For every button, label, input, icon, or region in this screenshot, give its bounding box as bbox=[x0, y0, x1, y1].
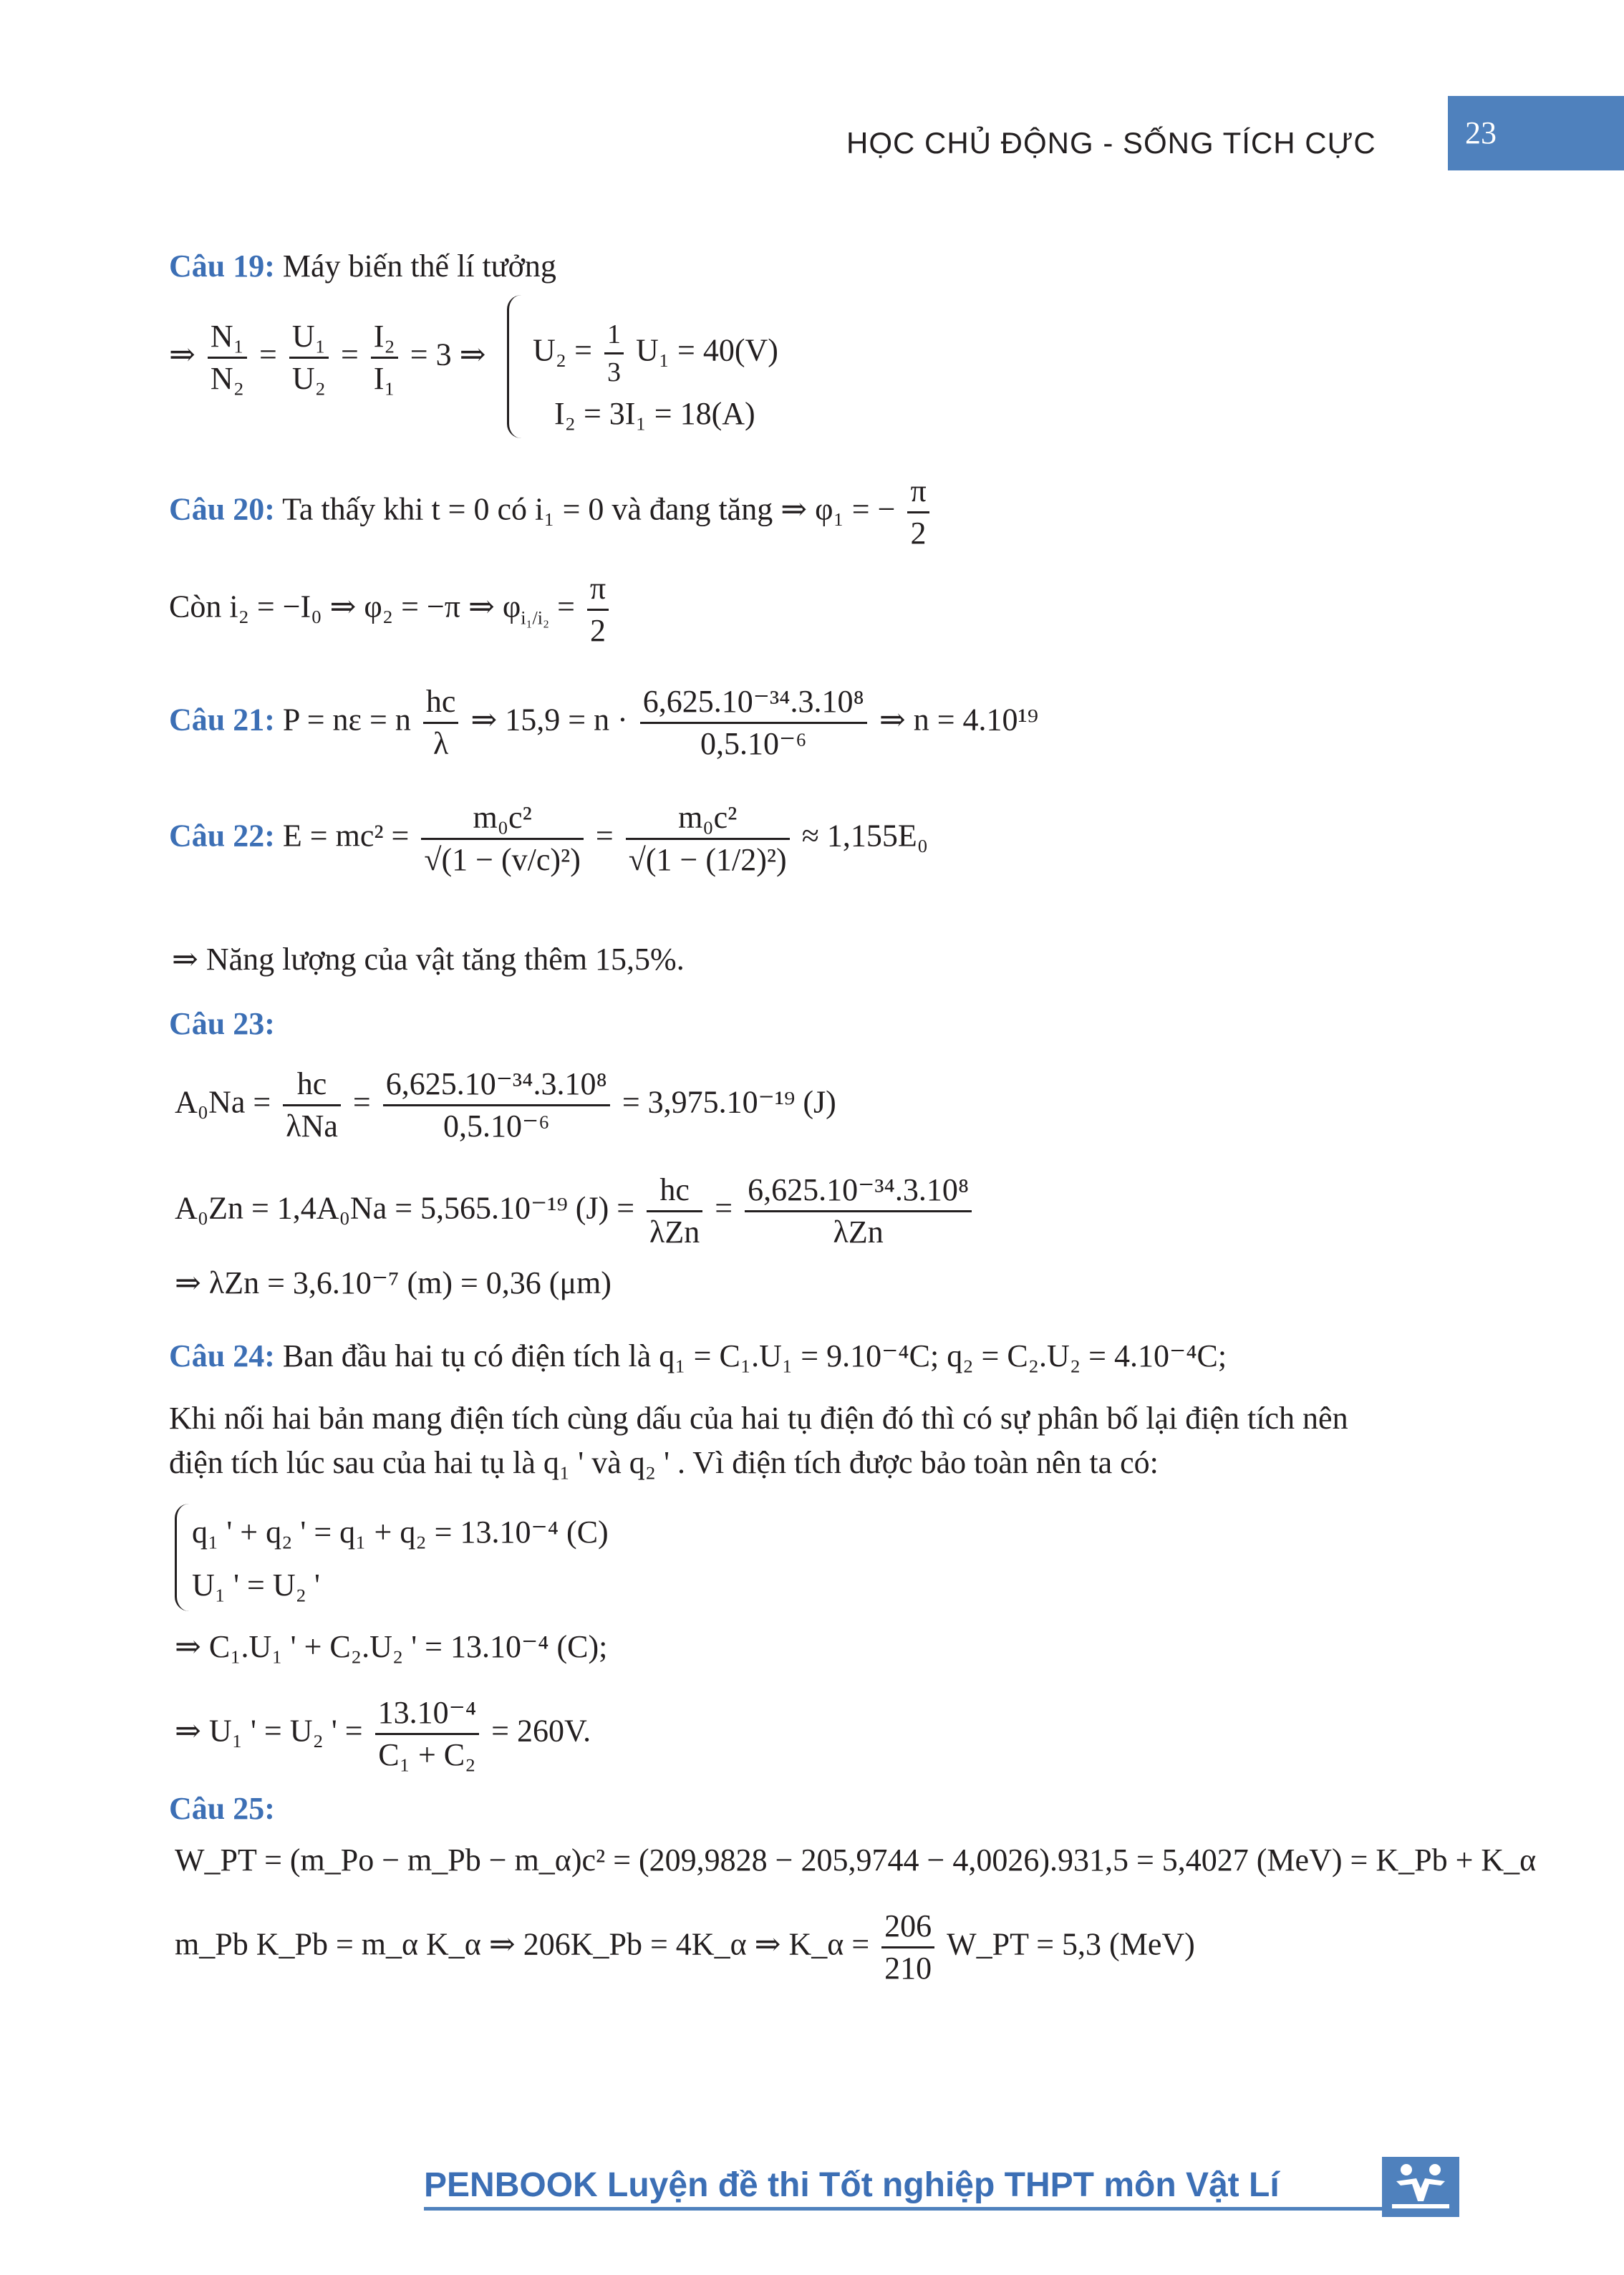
q20-label: Câu 20: bbox=[169, 491, 275, 527]
q24-p1: Khi nối hai bản mang điện tích cùng dấu của hai tụ điện đó thì có sự phân bố lại điện tích nên bbox=[169, 1401, 1348, 1436]
running-header: HỌC CHỦ ĐỘNG - SỐNG TÍCH CỰC bbox=[846, 126, 1376, 160]
q23-label: Câu 23: bbox=[169, 1006, 275, 1041]
q24-label: Câu 24: bbox=[169, 1338, 275, 1373]
page-number: 23 bbox=[1465, 115, 1497, 150]
q19-case2: I₂ = 3I₁ = 18(A) bbox=[554, 396, 755, 431]
q24-line4: ⇒ U₁ ' = U₂ ' = $\frac{\text{13.10⁻⁴}}{\text{C₁ + C₂}}$ = 260V. bbox=[175, 1695, 591, 1772]
footer-rule bbox=[424, 2207, 1441, 2211]
q21-label: Câu 21: bbox=[169, 702, 275, 738]
q20-line2: Còn i₂ = −I₀ ⇒ φ₂ = −π ⇒ $\varphi_{i_1/i_2}$ = $\frac{\pi}{2}$ bbox=[169, 573, 613, 647]
q25-line2: m_Pb K_Pb = m_α K_α ⇒ 206K_Pb = 4K_α ⇒ K_α = $\frac{206}{210}$ W_PT = 5,3 (MeV) bbox=[175, 1908, 1195, 1986]
footer-title: PENBOOK Luyện đề thi Tốt nghiệp THPT môn Vật Lí bbox=[424, 2166, 1280, 2204]
q24-sys2: U₁ ' = U₂ ' bbox=[192, 1568, 320, 1603]
q19-frac-u: $\frac{\text{U₁}}{\text{U₂}}$ bbox=[289, 321, 329, 395]
q24-sys1: q₁ ' + q₂ ' = q₁ + q₂ = 13.10⁻⁴ (C) bbox=[192, 1515, 609, 1550]
q19-case1: U₂ = $\frac{1}{3}$ U₁ = 40(V) bbox=[533, 319, 778, 387]
q19-eq3: = 3 ⇒ bbox=[410, 337, 486, 372]
q19-frac-i: $\frac{\text{I₂}}{\text{I₁}}$ bbox=[371, 321, 398, 395]
q24-p2: điện tích lúc sau của hai tụ là q₁ ' và q₂ ' . Vì điện tích được bảo toàn nên ta có: bbox=[169, 1445, 1159, 1480]
q22-label: Câu 22: bbox=[169, 818, 275, 854]
penbook-logo-icon bbox=[1382, 2157, 1459, 2217]
q24-paragraph bbox=[169, 1396, 1529, 1485]
q19-implies: ⇒ bbox=[169, 337, 195, 372]
q24-line1 bbox=[169, 1338, 1227, 1373]
q20-line1: Câu 20: Ta thấy khi t = 0 có i₁ = 0 và đang tăng ⇒ φ₁ = − $\frac{\pi}{2}$ bbox=[169, 475, 934, 549]
q19-frac-n: $\frac{\text{N₁}}{\text{N₂}}$ bbox=[208, 321, 247, 395]
q19-equation: ⇒ $\frac{\text{N₁}}{\text{N₂}}$ = $\frac{\text{U₁}}{\text{U₂}}$ = $\frac{\text{I₂}}{\text{I₁}}$ = 3 ⇒ bbox=[169, 319, 486, 396]
q24-brace bbox=[175, 1504, 191, 1611]
q25-line1: W_PT = (m_Po − m_Pb − m_α)c² = (209,9828 − 205,9744 − 4,0026).931,5 = 5,4027 (MeV) = K_Pb + K_α bbox=[175, 1842, 1537, 1878]
q23-line2: A₀Zn = 1,4A₀Na = 5,565.10⁻¹⁹ (J) = $\frac{hc}{\text{λZn}}$ = $\frac{\text{6,625.10⁻³⁴.3.10⁸}}{\text{λZn}}$ bbox=[175, 1174, 976, 1248]
q19-heading bbox=[169, 248, 556, 284]
q24-text: Ban đầu hai tụ có điện tích là q₁ = C₁.U₁ = 9.10⁻⁴C; q₂ = C₂.U₂ = 4.10⁻⁴C; bbox=[282, 1338, 1227, 1373]
q24-line3: ⇒ C₁.U₁ ' + C₂.U₂ ' = 13.10⁻⁴ (C); bbox=[175, 1629, 608, 1664]
q25-label: Câu 25: bbox=[169, 1791, 275, 1826]
q19-text: Máy biến thế lí tưởng bbox=[282, 248, 556, 284]
q23-line1: A₀Na = $\frac{hc}{\text{λNa}}$ = $\frac{\text{6,625.10⁻³⁴.3.10⁸}}{\text{0,5.10⁻⁶}}$ = 3,975.10⁻¹⁹ (J) bbox=[175, 1066, 836, 1144]
q22-equation: Câu 22: E = mc² = $\frac{\text{m₀c²}}{\text{√(1 − (v/c)²)}}$ = $\frac{\text{m₀c²}}{\text{√(1 − (1/2)²)}}$ ≈ 1,155E₀ bbox=[169, 800, 929, 877]
q22-conclusion: ⇒ Năng lượng của vật tăng thêm 15,5%. bbox=[172, 942, 685, 977]
q23-line3: ⇒ λZn = 3,6.10⁻⁷ (m) = 0,36 (μm) bbox=[175, 1265, 612, 1300]
q20-text: Ta thấy khi t = 0 có i₁ = 0 và đang tăng ⇒ φ₁ = − bbox=[282, 491, 896, 527]
q19-label: Câu 19: bbox=[169, 248, 275, 284]
q21-equation: Câu 21: P = nε = n $\frac{hc}{\lambda}$ ⇒ 15,9 = n · $\frac{\text{6,625.10⁻³⁴.3.10⁸}}{\text{0,5.10⁻⁶}}$ ⇒ n = 4.10¹⁹ bbox=[169, 684, 1039, 761]
q19-brace bbox=[507, 295, 523, 438]
